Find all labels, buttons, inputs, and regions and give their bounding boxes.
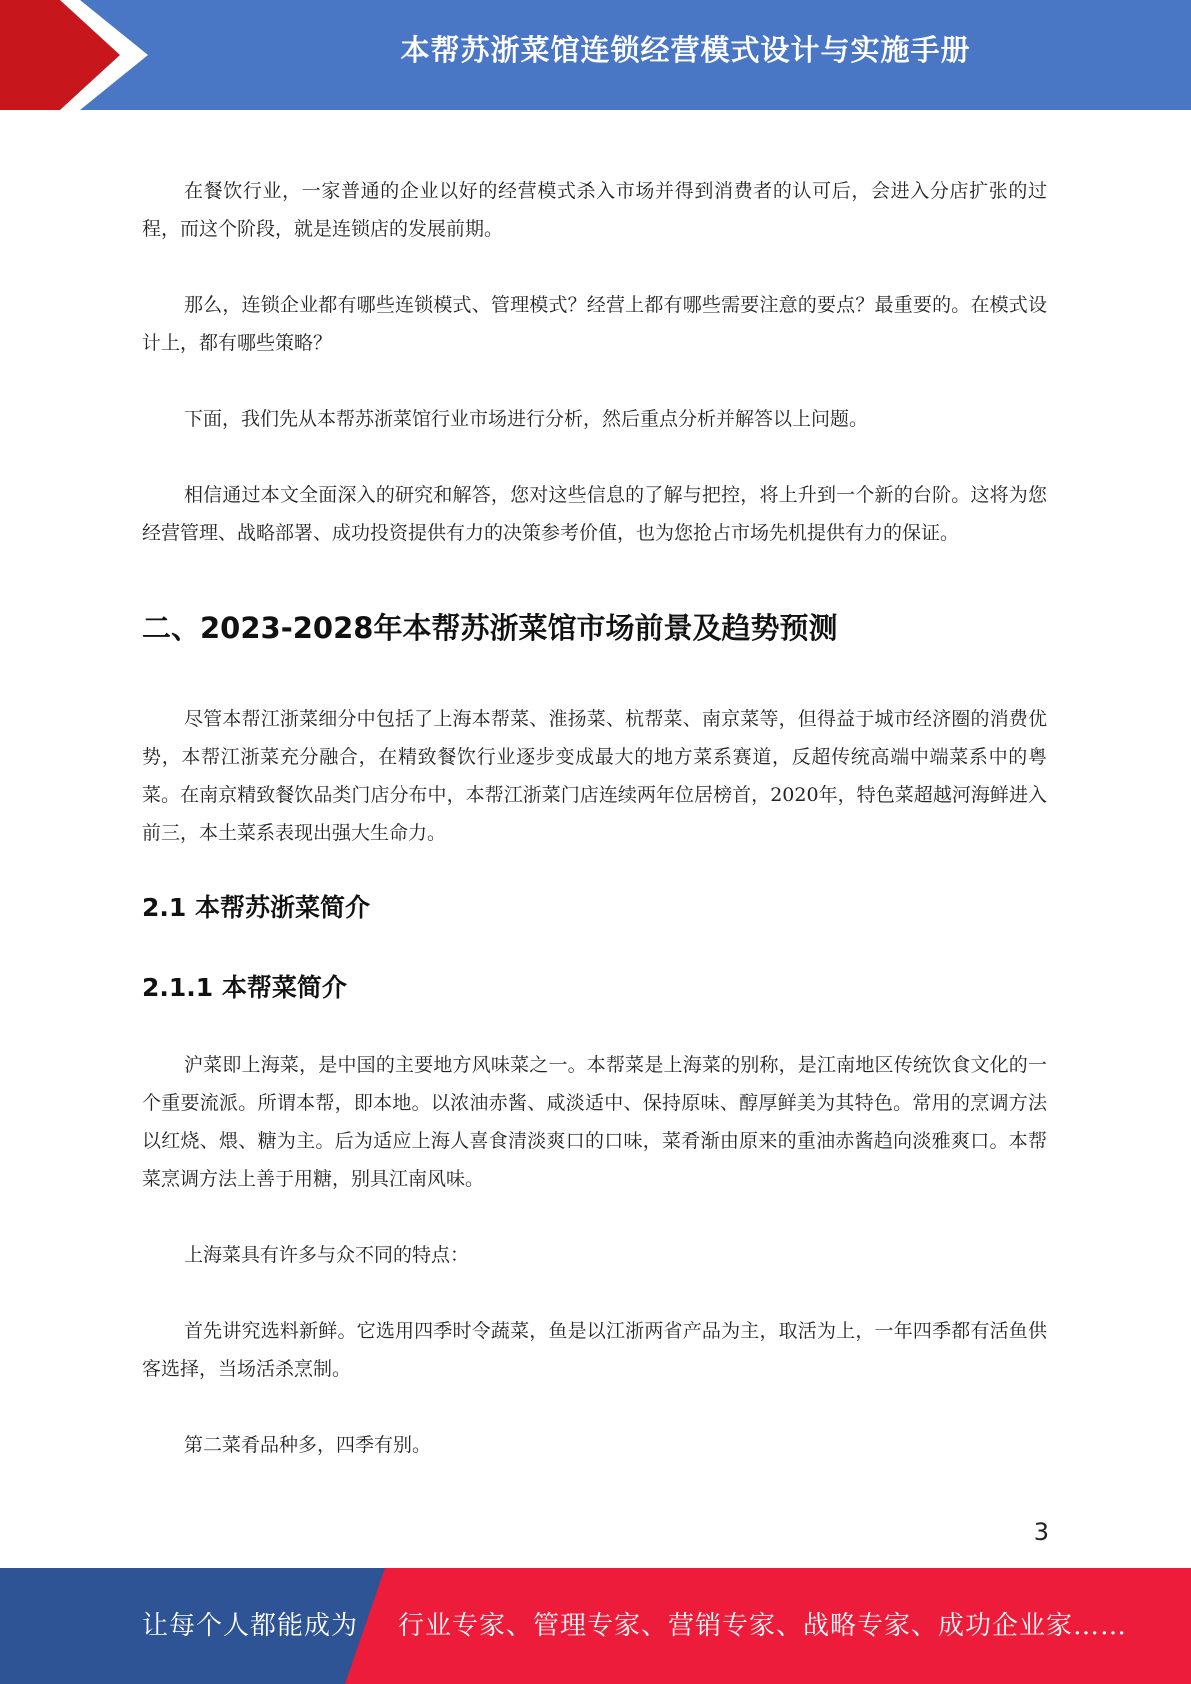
- paragraph: 下面，我们先从本帮苏浙菜馆行业市场进行分析，然后重点分析并解答以上问题。: [184, 408, 869, 430]
- footer-slogan-right: 行业专家、管理专家、营销专家、战略专家、成功企业家……: [398, 1611, 1128, 1641]
- footer-slogan-left: 让每个人都能成为: [142, 1611, 359, 1641]
- paragraph: 沪菜即上海菜，是中国的主要地方风味菜之一。本帮菜是上海菜的别称，是江南地区传统饮食文化的一个重要流派。所谓本帮，即本地。以浓油赤酱、咸淡适中、保持原味、醇厚鲜美为其特色。常用的烹调方法以红烧、煨、糖为主。后为适应上海人喜食清淡爽口的口味，菜肴渐由原来的重油赤酱趋向淡雅爽口。本帮菜烹调方法上善于用糖，别具江南风味。: [142, 1054, 1047, 1190]
- section-heading: 二、2023-2028年本帮苏浙菜馆市场前景及趋势预测: [142, 611, 838, 645]
- paragraph: 在餐饮行业，一家普通的企业以好的经营模式杀入市场并得到消费者的认可后，会进入分店扩张的过程，而这个阶段，就是连锁店的发展前期。: [142, 180, 1047, 240]
- paragraph: 那么，连锁企业都有哪些连锁模式、管理模式？经营上都有哪些需要注意的要点？最重要的。在模式设计上，都有哪些策略？: [142, 294, 1047, 354]
- paragraph: 尽管本帮江浙菜细分中包括了上海本帮菜、淮扬菜、杭帮菜、南京菜等，但得益于城市经济圈的消费优势，本帮江浙菜充分融合，在精致餐饮行业逐步变成最大的地方菜系赛道，反超传统高端中端菜系中的粤菜。在南京精致餐饮品类门店分布中，本帮江浙菜门店连续两年位居榜首，2020年，特色菜超越河海鲜进入前三，本土菜系表现出强大生命力。: [142, 708, 1047, 844]
- page-number: 3: [1033, 1518, 1049, 1546]
- subsubsection-heading: 2.1.1 本帮菜简介: [142, 973, 347, 1002]
- paragraph: 第二菜肴品种多，四季有别。: [184, 1434, 432, 1456]
- subsection-heading: 2.1 本帮苏浙菜简介: [142, 893, 370, 922]
- paragraph: 上海菜具有许多与众不同的特点：: [184, 1244, 470, 1266]
- paragraph: 首先讲究选料新鲜。它选用四季时令蔬菜，鱼是以江浙两省产品为主，取活为上，一年四季都有活鱼供客选择，当场活杀烹制。: [142, 1320, 1047, 1380]
- page-header: [0, 0, 1191, 110]
- document-title: 本帮苏浙菜馆连锁经营模式设计与实施手册: [400, 33, 971, 67]
- document-body: [142, 172, 1047, 1502]
- page-footer: [0, 1568, 1191, 1684]
- paragraph: 相信通过本文全面深入的研究和解答，您对这些信息的了解与把控，将上升到一个新的台阶。这将为您经营管理、战略部署、成功投资提供有力的决策参考价值，也为您抢占市场先机提供有力的保证。: [142, 484, 1047, 544]
